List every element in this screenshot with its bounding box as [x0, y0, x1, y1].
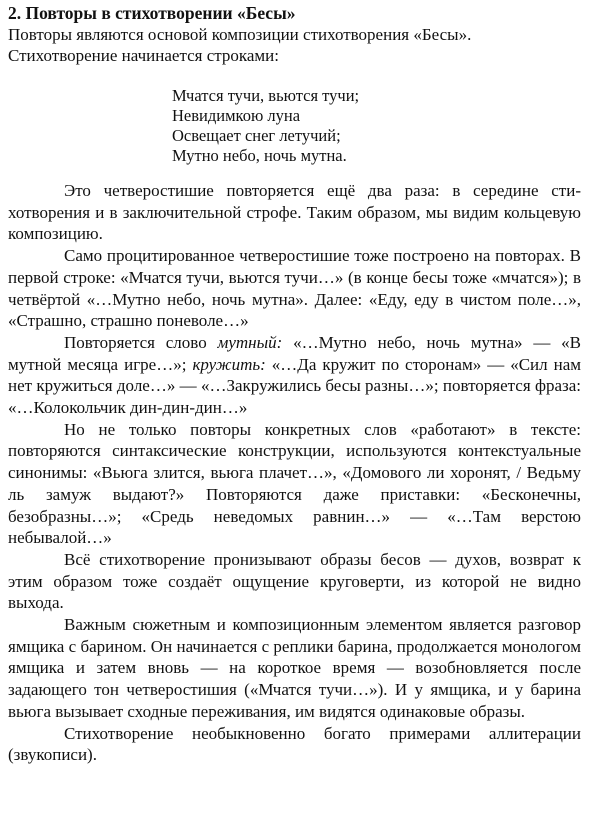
poem-line: Освещает снег летучий; — [172, 126, 341, 145]
italic-word-kruzhit: кружить: — [192, 354, 266, 374]
poem-line: Мутно небо, ночь мутна. — [172, 146, 347, 165]
italic-word-mutny: мутный: — [217, 332, 283, 352]
section-heading: 2. Повторы в стихотворении «Бесы» — [8, 3, 296, 23]
paragraph-word-repeats — [8, 332, 581, 419]
paragraph-demon-images: Всё стихотворение пронизывают образы бесов — духов, возврат к этим образом тоже создаёт ощущение круговерти, из которой не видно выхода. — [8, 549, 581, 613]
paragraph-syntax-repeats: Но не только повторы конкретных слов «работают» в тексте: повторяются синтаксические конструкции, используются контекстуальные синонимы: «Вьюга злится, вьюга плачет…», «Домового ли хоронят, / Ведьму ль замуж выдают?» Повторяются даже приставки: «Бесконечны, безобразны…»; «Средь неведомых равнин…» — «…Там верстою небывалой…» — [8, 419, 581, 548]
text-fragment: «…Мутно небо, ночь мутна» — «В мутной месяца игре…»; — [8, 332, 581, 374]
text-fragment: «…Да кружит по сторонам» — «Сил нам нет кружиться доле…» — «…Закружились бесы разны…»; повторяется фраза: «…Колокольчик дин-дин-дин…» — [8, 354, 581, 418]
paragraph-alliteration: Стихотворение необыкновенно богато примерами аллитерации (звукописи). — [8, 723, 581, 765]
poem-stanza — [172, 86, 581, 166]
paragraph-quatrain-repeats: Само процитированное четверостишие тоже построено на повторах. В первой строке: «Мчатся тучи, вьются тучи…» (в конце бесы тоже «мчатся»); в четвёртой «…Мутно небо, ночь мутна». Далее: «Еду, еду в чистом поле…», «Страшно, страшно поневоле…» — [8, 246, 581, 331]
intro-paragraph: Повторы являются основой композиции стихотворения «Бесы». Стихотворение начинается строками: — [8, 25, 472, 65]
paragraph-ring-composition: Это четверостишие повторяется ещё два раза: в середине стихотворения и в заключительной строфе. Таким образом, мы видим кольцевую композицию. — [8, 181, 581, 244]
text-fragment: Повторяется слово — [64, 332, 218, 352]
poem-line: Мчатся тучи, вьются тучи; — [172, 86, 360, 105]
paragraph-coachman-dialogue: Важным сюжетным и композиционным элементом является разговор ямщика с барином. Он начинается с реплики барина, продолжается монологом ямщика и затем вновь — на короткое время — возобновляется после задающего тон четверостишия («Мчатся тучи…»). И у ямщика, и у барина вьюга вызывает сходные переживания, им видятся одинаковые образы. — [8, 615, 581, 721]
poem-line: Невидимкою луна — [172, 106, 301, 125]
